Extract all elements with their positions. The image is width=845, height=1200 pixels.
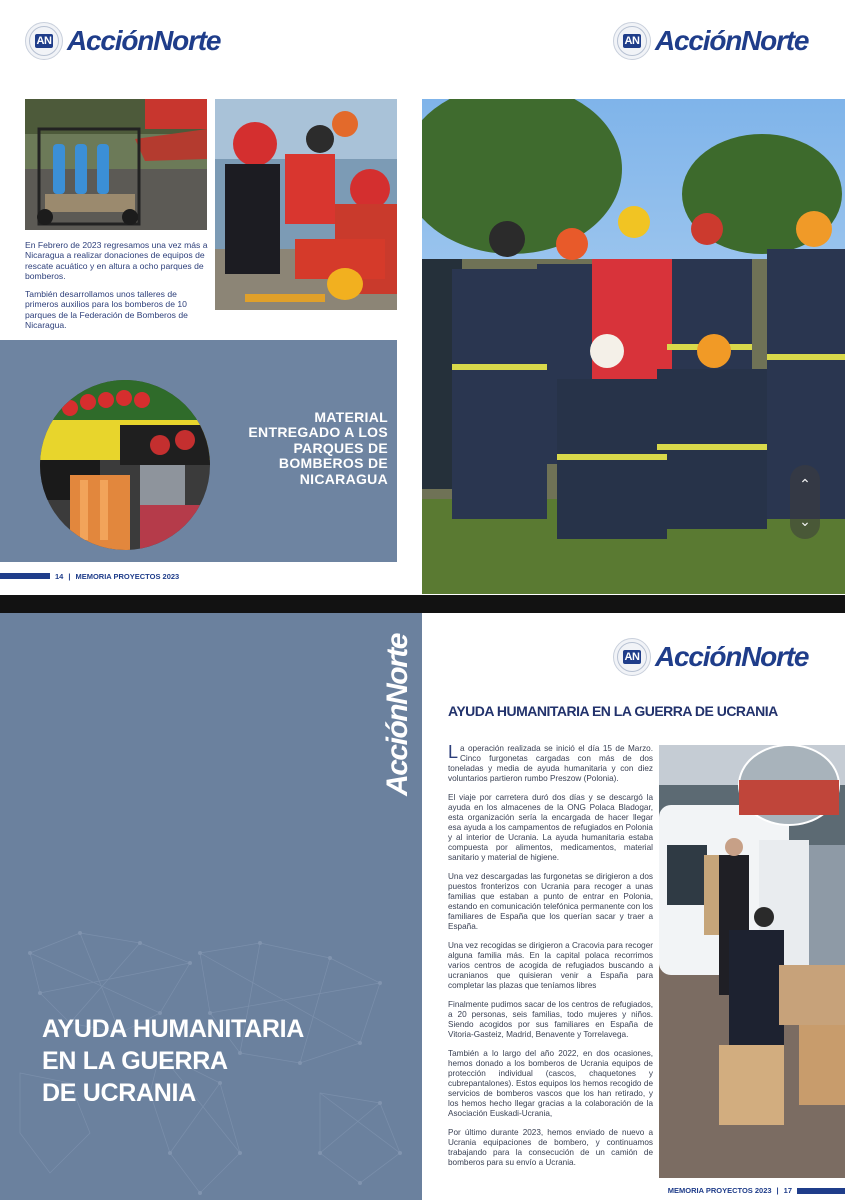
article-paragraph: Una vez recogidas se dirigieron a Cracovia para recoger alguna familia más. En la capital polaca recorrimos varios centros de acogida de refugiados buscando a ucranianos que quisieran venir a España para completar las plazas que teníamos libres xyxy=(448,941,653,990)
page17-footer xyxy=(668,1186,845,1195)
ukraine-cover-title xyxy=(42,1013,304,1109)
photo-donated-material xyxy=(40,380,210,550)
photo-equipment xyxy=(25,99,207,230)
logo-wordmark: AcciónNorte xyxy=(67,25,221,56)
drop-cap: L xyxy=(448,742,459,762)
ukraine-article-body xyxy=(448,744,653,1177)
article-paragraph: Finalmente pudimos sacar de los centros de refugiados, a 20 personas, seis familias, todo mujeres y niños. Siendo acogidos por sus familiares en España de Vitoria-Gasteiz, Madrid, Benavente y Torrelavega. xyxy=(448,1000,653,1039)
page-divider xyxy=(0,595,845,613)
brand-logo-page15 xyxy=(613,21,808,61)
article-paragraph: La operación realizada se inició el día 15 de Marzo. Cinco furgonetas cargadas con más de dos toneladas y media de ayuda humanitaria y con diez voluntarios partieron rumbo Preszow (Polonia). xyxy=(448,742,653,783)
footer-separator: | xyxy=(776,1186,779,1195)
ukraine-cover-panel xyxy=(0,613,422,1200)
world-map-network-illustration xyxy=(0,613,422,1200)
logo-badge-icon: AN xyxy=(613,22,651,60)
chevron-down-icon[interactable]: ⌄ xyxy=(799,512,811,529)
page14-paragraph: En Febrero de 2023 regresamos una vez más a Nicaragua a realizar donaciones de equipos de rescate acuático y en altura a ocho parques de bomberos. xyxy=(25,240,208,282)
page14-intro-text xyxy=(25,240,210,338)
section-title: AYUDA HUMANITARIA EN LA GUERRA DE UCRANIA xyxy=(448,703,778,719)
article-paragraph: Una vez descargadas las furgonetas se dirigieron a dos puestos fronterizos con Ucrania para recoger a unas familias que estaban a punto de entrar en Polonia, estando en comunicación telefónica permanente con los familiares de España que los querían sacar y traer a España. xyxy=(448,872,653,931)
brand-logo-page17 xyxy=(613,637,808,677)
footer-bar xyxy=(797,1188,845,1194)
article-paragraph: Por último durante 2023, hemos enviado de nuevo a Ucrania equipaciones de bombero, y continuamos trabajando para la consecución de un camión de bomberos para su envío a Ucrania. xyxy=(448,1128,653,1167)
chevron-up-icon[interactable]: ⌃ xyxy=(799,475,811,492)
ukraine-title-line: EN LA GUERRA xyxy=(42,1047,228,1075)
page-number: 17 xyxy=(783,1186,792,1195)
photo-van-loading xyxy=(659,745,845,1178)
page14-paragraph: También desarrollamos unos talleres de primeros auxilios para los bomberos de 10 parques de la Federación de Bomberos de Nicaragua. xyxy=(25,288,188,331)
vertical-brand-logo: AcciónNorte xyxy=(381,634,414,796)
page-number: 14 xyxy=(55,571,64,581)
footer-separator: | xyxy=(68,571,71,581)
logo-badge-icon: AN xyxy=(25,22,63,60)
article-paragraph: El viaje por carretera duró dos días y se descargó la ayuda en los almacenes de la ONG Polaca Bladogar, esta organización sería la encargada de hacer llegar esa ayuda a los campamentos de refugiados en Polonia y al interior de Ucrania. La ayuda humanitaria estaba compuesta por alimentos, medicamentos, material sanitario y material de higiene. xyxy=(448,793,653,862)
photo-firefighter-group xyxy=(422,99,845,594)
logo-badge-icon: AN xyxy=(613,638,651,676)
article-paragraph: También a lo largo del año 2022, en dos ocasiones, hemos donado a los bomberos de Ucrania equipos de protección individual (cascos, chaquetones y cubrepantalones). Estos equipos los hemos recogido de servicios de bomberos vascos que los han retirado, y los hemos hecho llegar gracias a la colaboración de la Asociación Euskadi-Ucrania, xyxy=(448,1049,653,1118)
footer-label: MEMORIA PROYECTOS 2023 xyxy=(75,571,180,581)
footer-bar xyxy=(0,573,50,579)
page14-footer xyxy=(0,571,179,581)
logo-wordmark: AcciónNorte xyxy=(655,641,809,672)
logo-wordmark: AcciónNorte xyxy=(655,25,809,56)
brand-logo-page14 xyxy=(25,21,220,61)
footer-label: MEMORIA PROYECTOS 2023 xyxy=(667,1186,772,1195)
ukraine-title-line: DE UCRANIA xyxy=(42,1079,196,1107)
photo-first-aid-training xyxy=(215,99,397,310)
material-panel-title: MATERIAL ENTREGADO A LOS PARQUES DE BOMBEROS DE NICARAGUA xyxy=(248,409,388,487)
page-scroll-control[interactable] xyxy=(790,465,820,539)
ukraine-title-line: AYUDA HUMANITARIA xyxy=(42,1015,305,1043)
